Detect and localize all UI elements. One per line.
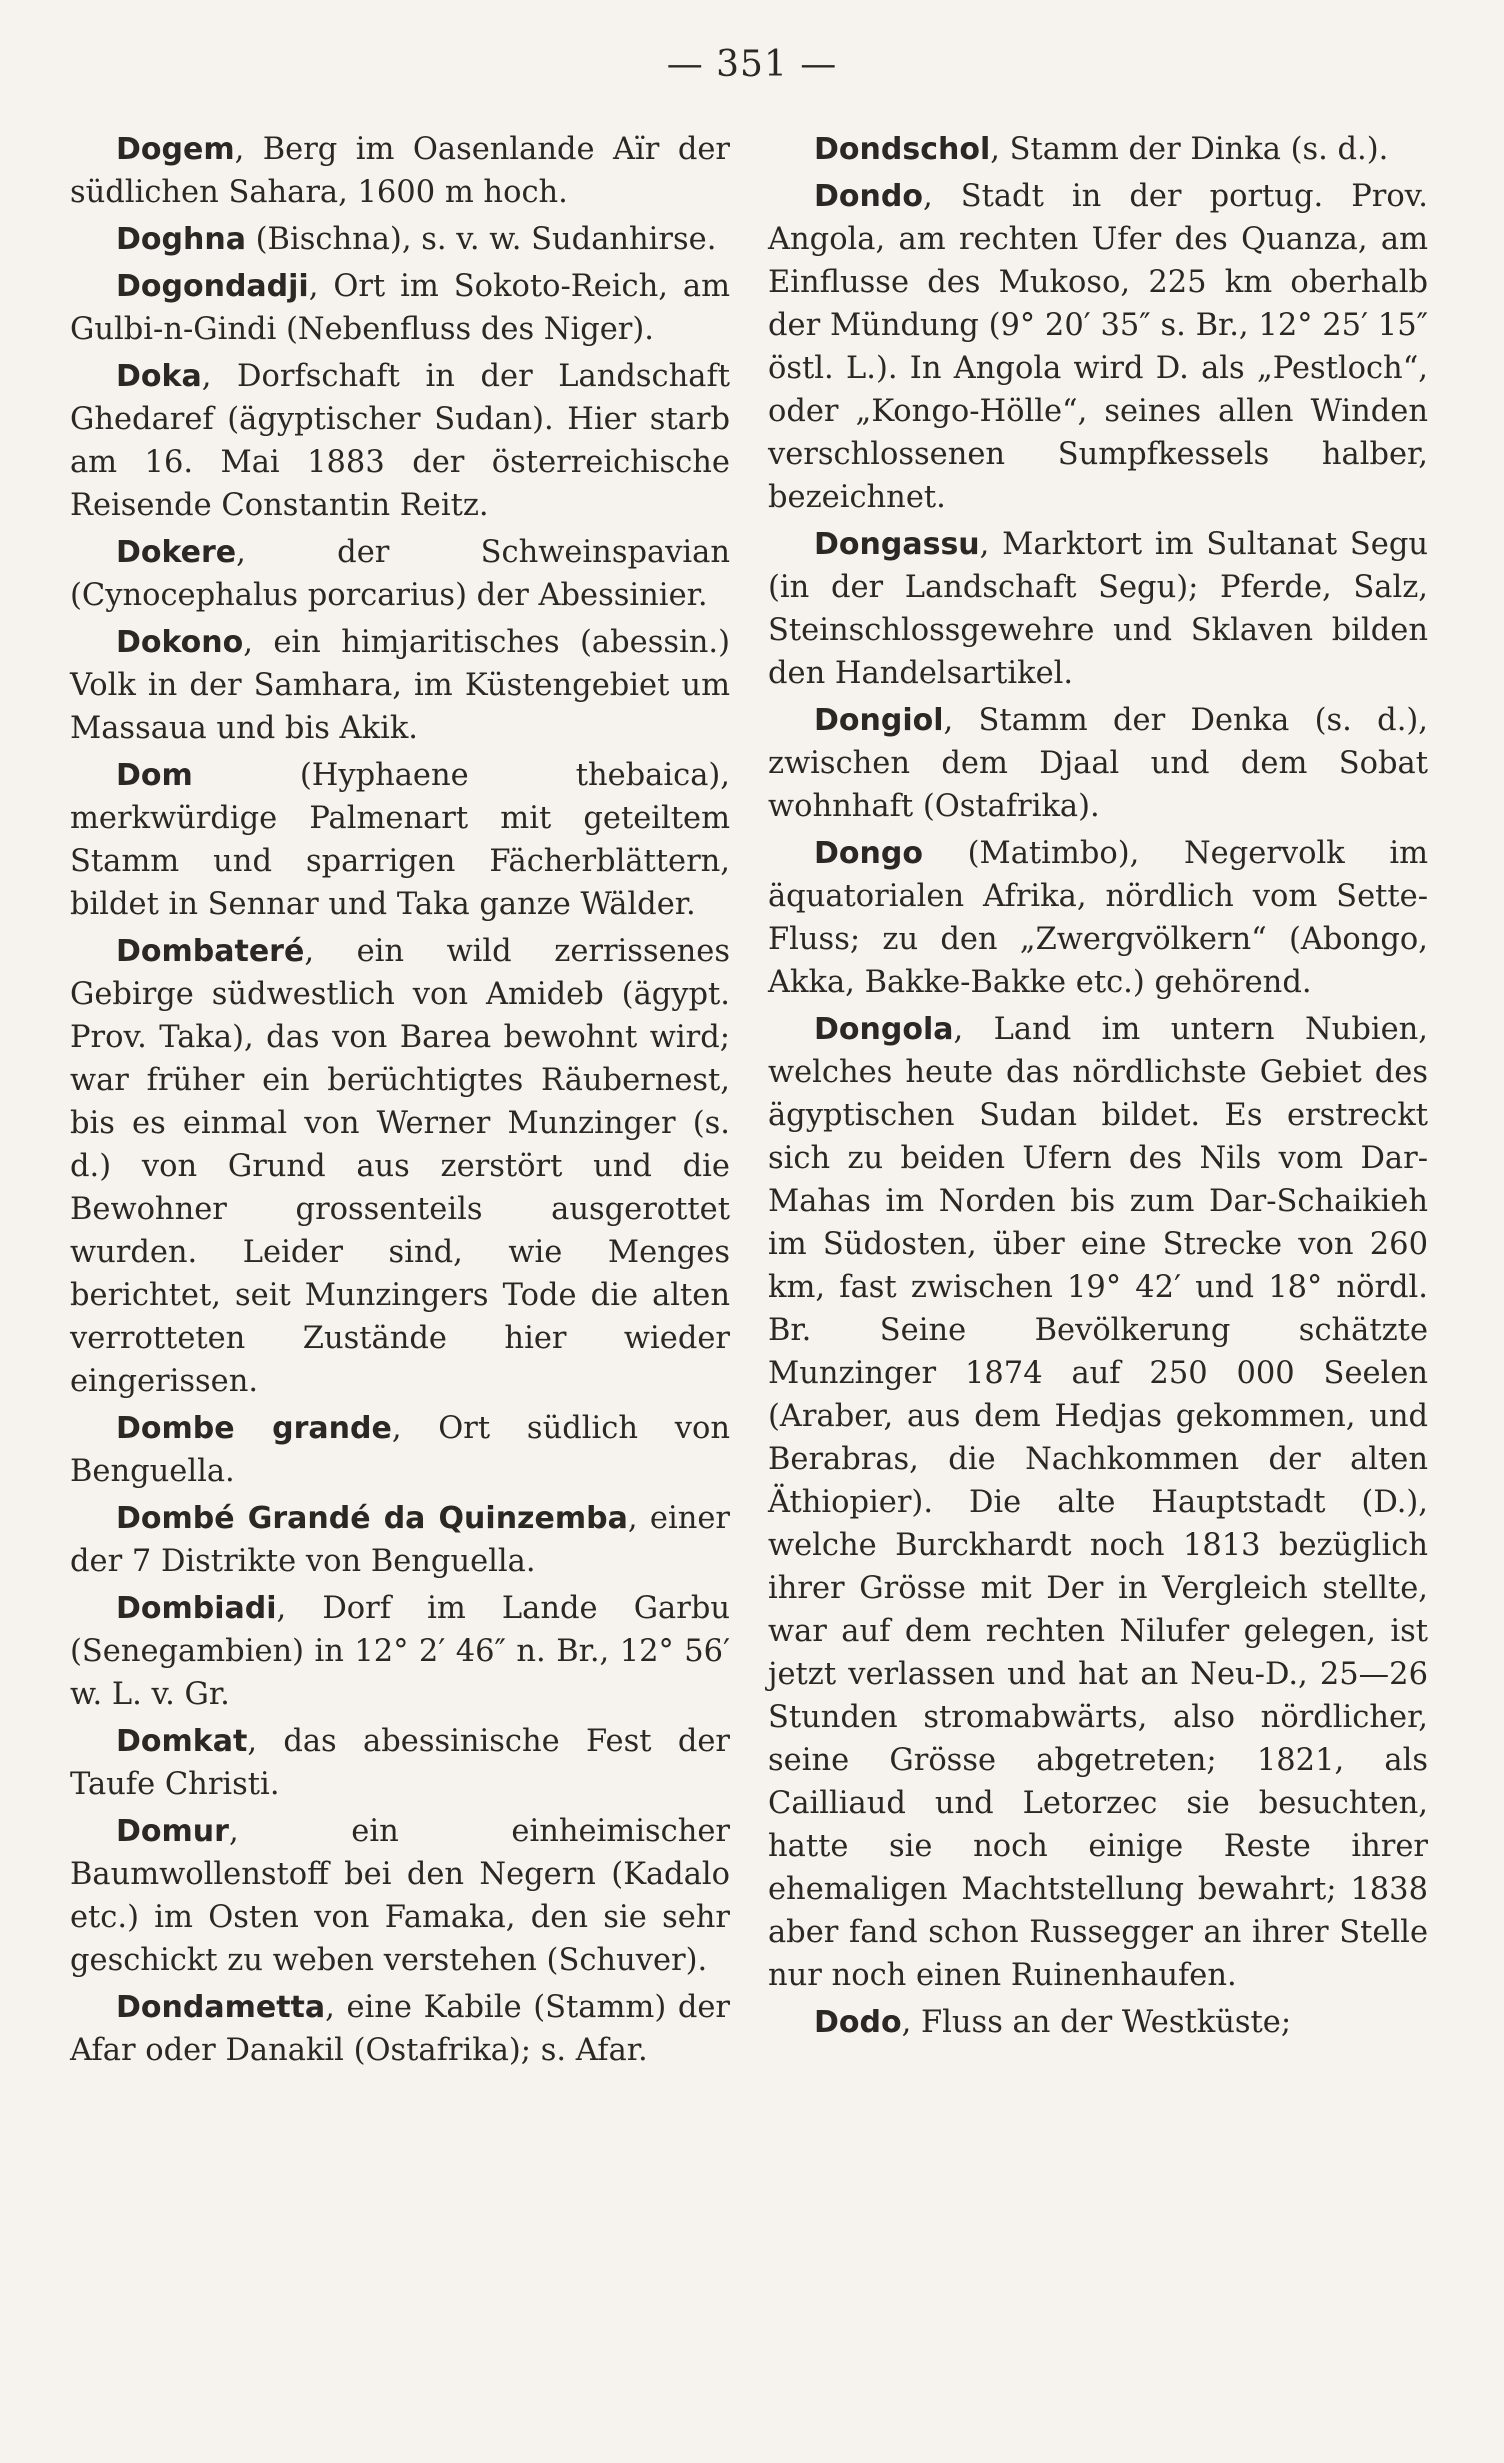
- dictionary-entry: [70, 754, 730, 926]
- entry-headword: Dom: [116, 758, 193, 793]
- dictionary-entry: [70, 531, 730, 617]
- entry-headword: Dondo: [814, 179, 923, 214]
- entry-text: , Ort südlich von Benguella.: [70, 1411, 730, 1489]
- entry-headword: Dombe grande: [116, 1411, 392, 1446]
- entry-text: , Marktort im Sultanat Segu (in der Landschaft Segu); Pferde, Salz, Steinschlossgewehre und Sklaven bilden den Handelsartikel.: [768, 527, 1428, 691]
- entry-text: , Dorf im Lande Garbu (Senegambien) in 12° 2′ 46″ n. Br., 12° 56′ w. L. v. Gr.: [70, 1591, 730, 1712]
- entry-headword: Dongassu: [814, 527, 980, 562]
- entry-text: , Stadt in der portug. Prov. Angola, am rechten Ufer des Quanza, am Einflusse des Mukoso, 225 km oberhalb der Mündung (9° 20′ 35″ s. Br., 12° 25′ 15″ östl. L.). In Angola wird D. als „Pestloch“, oder „Kongo-Hölle“, seines allen Winden verschlossenen Sumpfkessels halber, bezeichnet.: [768, 179, 1428, 515]
- dictionary-entry: [70, 1986, 730, 2072]
- entry-text: , ein himjaritisches (abessin.) Volk in der Samhara, im Küstengebiet um Massaua und bis Akik.: [70, 625, 730, 746]
- page-number: — 351 —: [666, 44, 838, 85]
- entry-text: , das abessinische Fest der Taufe Christi.: [70, 1724, 730, 1802]
- entry-text: , Fluss an der Westküste;: [901, 2005, 1292, 2040]
- entry-text: (Bischna), s. v. w. Sudanhirse.: [245, 222, 717, 257]
- entry-headword: Dondametta: [116, 1990, 326, 2025]
- entry-text: , ein wild zerrissenes Gebirge südwestlich von Amideb (ägypt. Prov. Taka), das von Barea bewohnt wird; war früher ein berüchtigtes Räubernest, bis es einmal von Werner Munzinger (s. d.) von Grund aus zerstört und die Bewohner grossenteils ausgerottet wurden. Leider sind, wie Menges berichtet, seit Munzingers Tode die alten verrotteten Zustände hier wieder eingerissen.: [70, 934, 730, 1399]
- dictionary-entry: [768, 128, 1428, 171]
- dictionary-entry: [70, 1720, 730, 1806]
- entry-headword: Dogondadji: [116, 269, 309, 304]
- entry-headword: Dondschol: [814, 132, 991, 167]
- entry-text: , einer der 7 Distrikte von Benguella.: [70, 1501, 730, 1579]
- dictionary-entry: [70, 218, 730, 261]
- entry-text: , Berg im Oasenlande Aïr der südlichen Sahara, 1600 m hoch.: [70, 132, 730, 210]
- entry-text: , Dorfschaft in der Landschaft Ghedaref (ägyptischer Sudan). Hier starb am 16. Mai 1883 der österreichische Reisende Constantin Reitz.: [70, 359, 730, 523]
- entry-headword: Dogem: [116, 132, 235, 167]
- dictionary-entry: [70, 1587, 730, 1716]
- entry-headword: Doka: [116, 359, 202, 394]
- left-column: [70, 128, 730, 2072]
- dictionary-entry: [70, 930, 730, 1403]
- entry-text: , Land im untern Nubien, welches heute das nördlichste Gebiet des ägyptischen Sudan bildet. Es erstreckt sich zu beiden Ufern des Nils vom Dar-Mahas im Norden bis zum Dar-Schaikieh im Südosten, über eine Strecke von 260 km, fast zwischen 19° 42′ und 18° nördl. Br. Seine Bevölkerung schätzte Munzinger 1874 auf 250 000 Seelen (Araber, aus dem Hedjas gekommen, und Berabras, die Nachkommen der alten Äthiopier). Die alte Hauptstadt (D.), welche Burckhardt noch 1813 bezüglich ihrer Grösse mit Der in Vergleich stellte, war auf dem rechten Nilufer gelegen, ist jetzt verlassen und hat an Neu-D., 25—26 Stunden stromabwärts, also nördlicher, seine Grösse abgetreten; 1821, als Cailliaud und Letorzec sie besuchten, hatte sie noch einige Reste ihrer ehemaligen Machtstellung bewahrt; 1838 aber fand schon Russegger an ihrer Stelle nur noch einen Ruinenhaufen.: [768, 1012, 1428, 1993]
- dictionary-entry: [70, 1810, 730, 1982]
- entry-headword: Dokono: [116, 625, 244, 660]
- dictionary-entry: [70, 621, 730, 750]
- dictionary-entry: [70, 1497, 730, 1583]
- entry-headword: Dombiadi: [116, 1591, 277, 1626]
- entry-headword: Dombateré: [116, 934, 305, 969]
- entry-headword: Domur: [116, 1814, 229, 1849]
- entry-text: , Stamm der Denka (s. d.), zwischen dem Djaal und dem Sobat wohnhaft (Ostafrika).: [768, 703, 1428, 824]
- dictionary-entry: [768, 699, 1428, 828]
- entry-headword: Doghna: [116, 222, 246, 257]
- entry-text: (Hyphaene thebaica), merkwürdige Palmenart mit geteiltem Stamm und sparrigen Fächerblättern, bildet in Sennar und Taka ganze Wälder.: [70, 758, 730, 922]
- dictionary-entry: [768, 1008, 1428, 1997]
- dictionary-entry: [70, 355, 730, 527]
- dictionary-entry: [768, 2001, 1428, 2044]
- entry-headword: Dombé Grandé da Quinzemba: [116, 1501, 628, 1536]
- entry-headword: Dongola: [814, 1012, 954, 1047]
- entry-headword: Dongiol: [814, 703, 944, 738]
- entry-headword: Dongo: [814, 836, 923, 871]
- dictionary-entry: [768, 523, 1428, 695]
- dictionary-entry: [768, 175, 1428, 519]
- entry-text: , ein einheimischer Baumwollenstoff bei den Negern (Kadalo etc.) im Osten von Famaka, den sie sehr geschickt zu weben verstehen (Schuver).: [70, 1814, 730, 1978]
- right-column: [768, 128, 1428, 2044]
- dictionary-entry: [768, 832, 1428, 1004]
- entry-text: , eine Kabile (Stamm) der Afar oder Danakil (Ostafrika); s. Afar.: [70, 1990, 730, 2068]
- dictionary-entry: [70, 1407, 730, 1493]
- dictionary-entry: [70, 128, 730, 214]
- entry-headword: Dodo: [814, 2005, 902, 2040]
- entry-text: (Matimbo), Negervolk im äquatorialen Afrika, nördlich vom Sette-Fluss; zu den „Zwergvölkern“ (Abongo, Akka, Bakke-Bakke etc.) gehörend.: [768, 836, 1428, 1000]
- entry-headword: Dokere: [116, 535, 237, 570]
- entry-text: , Stamm der Dinka (s. d.).: [990, 132, 1389, 167]
- entry-text: , Ort im Sokoto-Reich, am Gulbi-n-Gindi (Nebenfluss des Niger).: [70, 269, 730, 347]
- dictionary-entry: [70, 265, 730, 351]
- entry-headword: Domkat: [116, 1724, 248, 1759]
- entry-text: , der Schweinspavian (Cynocephalus porcarius) der Abessinier.: [70, 535, 730, 613]
